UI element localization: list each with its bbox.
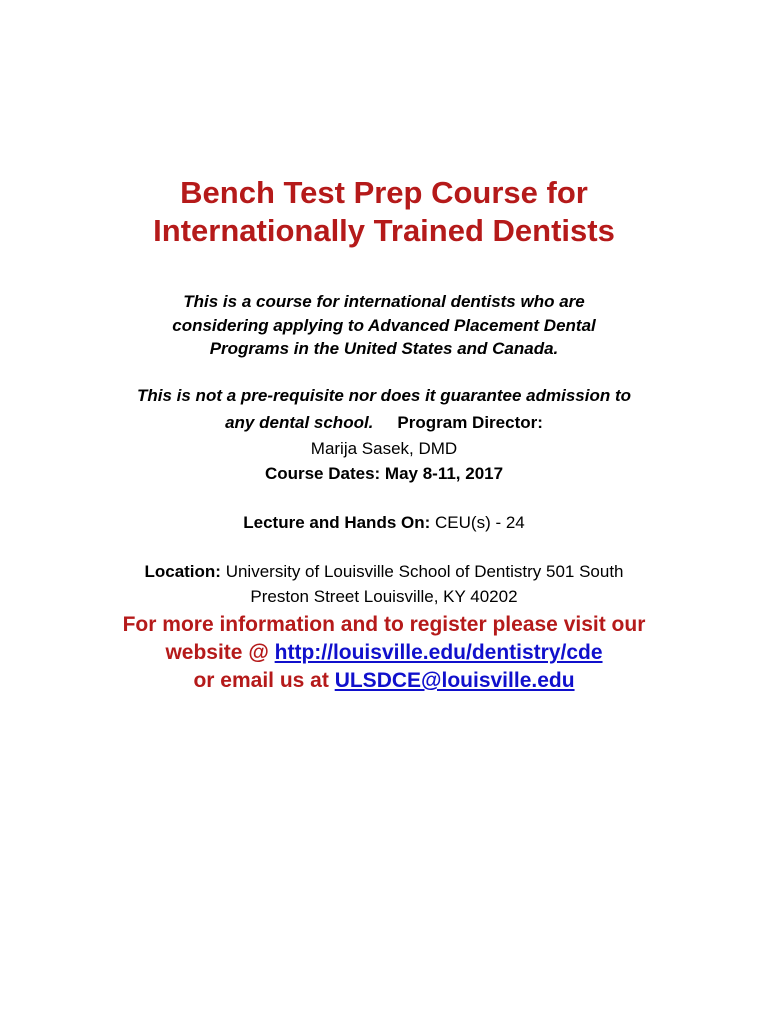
lecture-line	[0, 513, 768, 533]
register-line-2	[0, 639, 768, 667]
course-title-line-2: Internationally Trained Dentists	[153, 213, 615, 248]
register-line-1: For more information and to register please visit our	[122, 613, 646, 636]
location-label: Location:	[144, 562, 221, 581]
disclaimer-line-1: This is not a pre-requisite nor does it guarantee admission to	[136, 386, 632, 405]
disclaimer-text: any dental school.	[225, 413, 374, 432]
intro-line-2: considering applying to Advanced Placement Dental	[172, 316, 596, 335]
website-prefix: website @	[165, 641, 269, 664]
location-address-1: University of Louisville School of Dentistry 501 South	[225, 562, 624, 581]
program-director-label: Program Director:	[397, 413, 543, 432]
program-director-name: Marija Sasek, DMD	[310, 439, 458, 458]
register-line-3	[0, 667, 768, 695]
disclaimer-line-2	[0, 413, 768, 433]
website-link[interactable]: http://louisville.edu/dentistry/cde	[274, 641, 603, 664]
email-link[interactable]: ULSDCE@louisville.edu	[334, 669, 575, 692]
intro-line-3: Programs in the United States and Canada.	[209, 339, 559, 358]
course-title-line-1: Bench Test Prep Course for	[180, 175, 588, 210]
location-address-2: Preston Street Louisville, KY 40202	[250, 587, 518, 606]
lecture-label: Lecture and Hands On:	[243, 513, 431, 532]
ceu-value: CEU(s) - 24	[435, 513, 525, 532]
location-line-1	[0, 562, 768, 582]
email-prefix: or email us at	[193, 669, 329, 692]
course-dates: Course Dates: May 8-11, 2017	[264, 464, 504, 483]
intro-line-1: This is a course for international dentists who are	[183, 292, 585, 311]
